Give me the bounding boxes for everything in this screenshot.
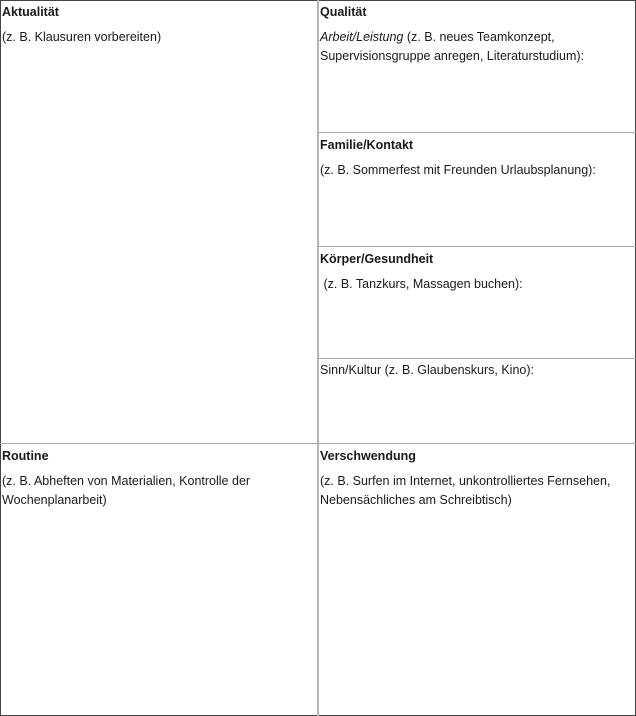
cell-verschwendung (318, 444, 636, 716)
description-sinn-kultur: Sinn/Kultur (z. B. Glaubenskurs, Kino): (320, 363, 534, 377)
heading-qualitaet: Qualität (320, 5, 367, 19)
description-familie-kontakt: (z. B. Sommerfest mit Freunden Urlaubsplanung): (320, 163, 596, 177)
heading-familie-kontakt: Familie/Kontakt (320, 138, 414, 152)
label-arbeit-leistung: Arbeit/Leistung (320, 30, 404, 44)
description-routine-line1: (z. B. Abheften von Materialien, Kontrolle der (2, 474, 251, 488)
cell-aktualitaet (0, 0, 317, 443)
description-arbeit-line2: Supervisionsgruppe anregen, Literaturstudium): (320, 49, 585, 63)
heading-aktualitaet: Aktualität (2, 5, 59, 19)
description-verschwendung-line2: Nebensächliches am Schreibtisch) (320, 493, 512, 507)
description-koerper-gesundheit: (z. B. Tanzkurs, Massagen buchen): (320, 277, 523, 291)
cell-routine (0, 444, 317, 716)
description-routine (2, 472, 317, 510)
description-routine-line2: Wochenplanarbeit) (2, 493, 107, 507)
description-verschwendung-line1: (z. B. Surfen im Internet, unkontrolliertes Fernsehen, (320, 474, 611, 488)
description-verschwendung (320, 472, 636, 510)
heading-verschwendung: Verschwendung (320, 449, 416, 463)
cell-qualitaet-arbeit (318, 0, 636, 132)
description-arbeit-line1: (z. B. neues Teamkonzept, (403, 30, 555, 44)
heading-koerper-gesundheit: Körper/Gesundheit (320, 252, 434, 266)
heading-routine: Routine (2, 449, 49, 463)
cell-sinn-kultur (318, 359, 636, 443)
cell-koerper-gesundheit (318, 247, 636, 358)
description-arbeit (320, 28, 636, 66)
description-aktualitaet: (z. B. Klausuren vorbereiten) (2, 30, 162, 44)
cell-familie-kontakt (318, 133, 636, 246)
